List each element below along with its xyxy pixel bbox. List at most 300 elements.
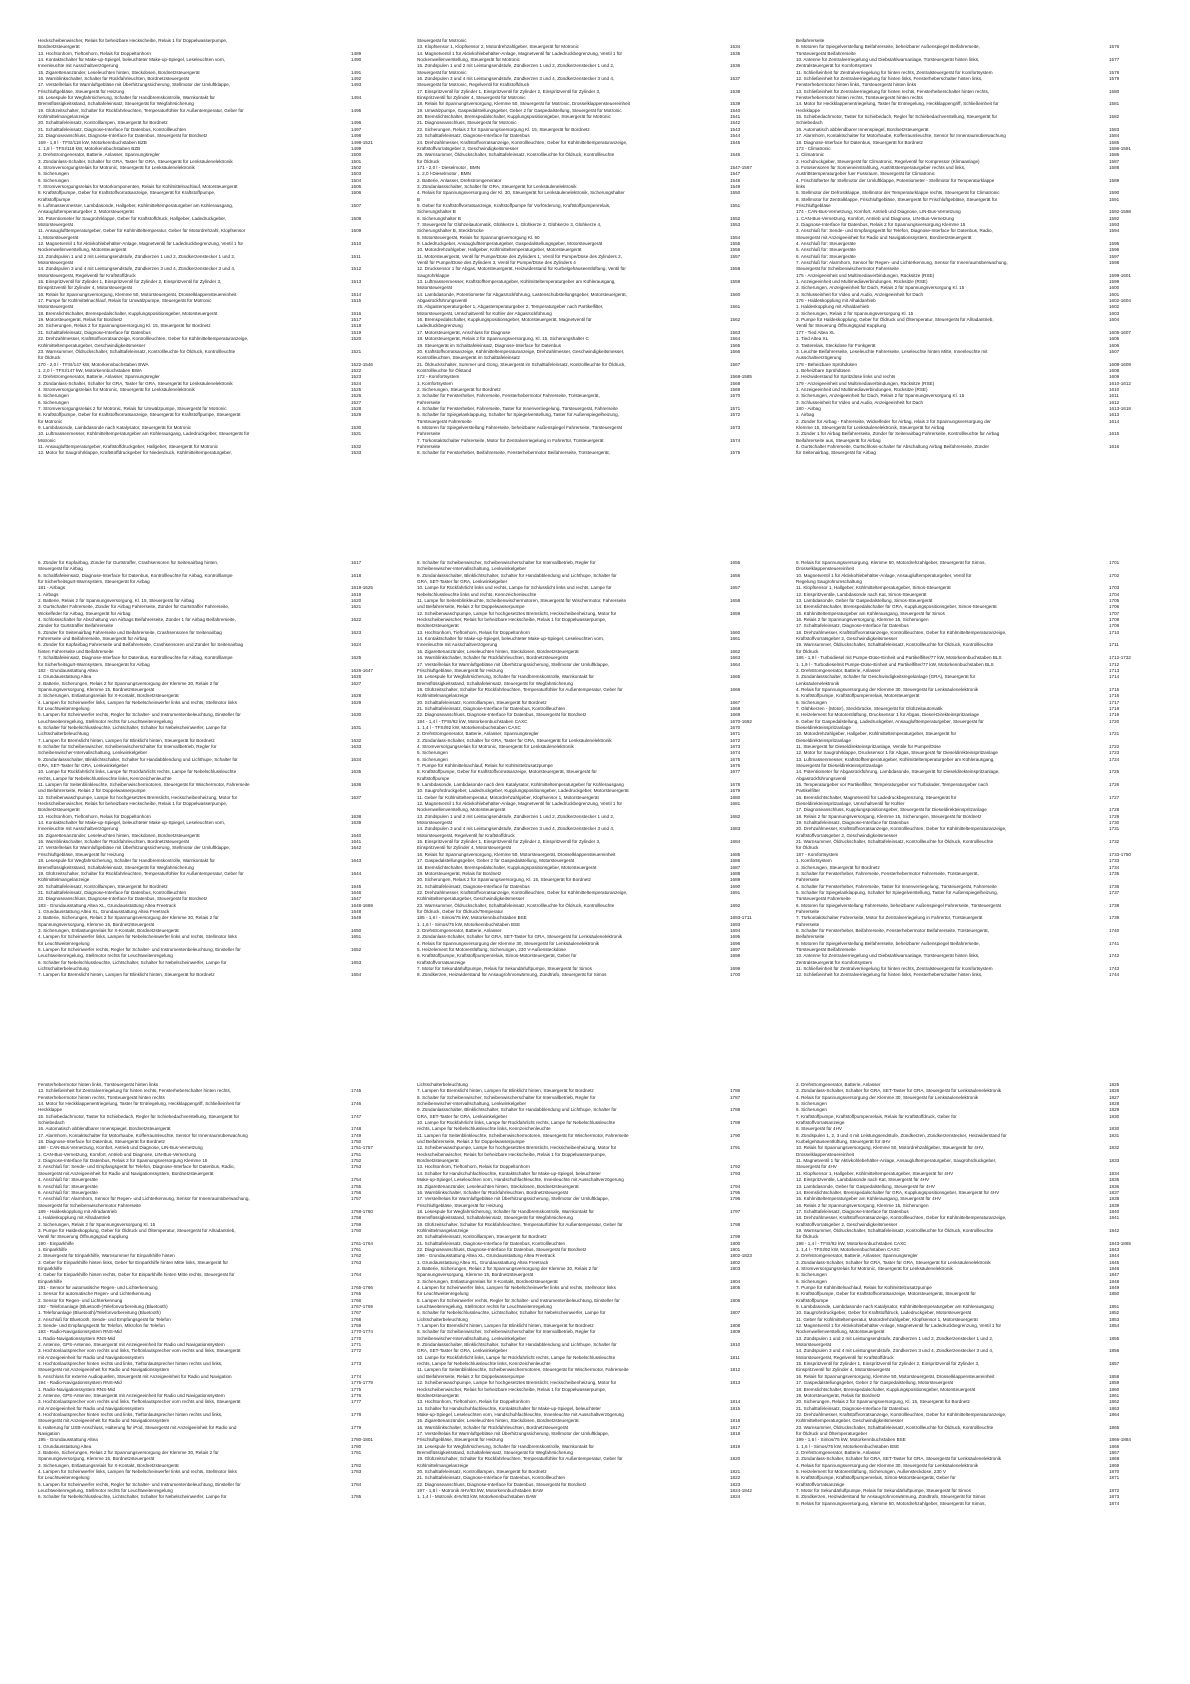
entry-text: Frischluftgebläse, Steuergerät für Heizung <box>38 88 125 94</box>
entry-page-number: 1763 <box>351 1259 362 1265</box>
entry-page-number: 1815 <box>730 1405 741 1411</box>
entry-text: 1. 1,4 l - Motronik 4HV/83 kW, Motorkennbuchstaben BAW <box>417 1494 537 1500</box>
entry-page-number: 1791 <box>730 1145 741 1151</box>
entry-text: Einspritzventil für Zylinder 4, Motorsteuergerät <box>796 1367 890 1373</box>
entry-text: 16. Relais für Spannungsversorgung, Klemme 50, Motorsteuergerät, Drosselklappensteuereinheit <box>417 851 616 857</box>
entry-text: 18. Bremslichtschalter, Bremspedalschalter, Kupplungspositionsgeber, Motorsteuergerät <box>796 1386 976 1392</box>
entry-page-number: 1848 <box>1109 1278 1120 1284</box>
entry-page-number: 1754 <box>351 1177 362 1183</box>
entry-text: 9. Lambdasonde, Lambdasonde nach dem Katalysator, Kühlmitteltemperaturgeber für Kühlerausgang <box>417 782 624 788</box>
entry-text: 7. Stromversorgungsrelais 2 für Motronic, Relais für Umwälzpumpe, Steuergerät für Motronic <box>38 405 227 411</box>
entry-text: Kühlmittelmangelanzeige <box>417 1462 469 1468</box>
entry-text: 3. Schlusseinheit für Video und Audio, Anzeigeeinheit für Dach <box>796 291 924 297</box>
entry-page-number: 1545 <box>730 139 741 145</box>
entry-page-number: 1511 <box>351 253 361 259</box>
entry-text: 5. Lampen für Scheinwerfer rechts, Regler für Schalter- und Instrumentenbeleuchtung, Einsteller für <box>38 712 241 718</box>
entry-page-number: 1659 <box>730 610 741 616</box>
entry-text: 6. Sicherungen <box>38 399 69 405</box>
entry-page-number: 1873 <box>1109 1494 1120 1500</box>
entry-page-number: 1858 <box>1109 1373 1120 1379</box>
entry-page-number: 1761-1764 <box>351 1240 373 1246</box>
entry-page-number: 1865 <box>1109 1424 1120 1430</box>
entry-text: 15. Einspritzventil für Zylinder 1, Einspritzventil für Zylinder 2, Einspritzventil für Zylinder 3, <box>38 279 222 285</box>
entry-page-number: 1820 <box>730 1456 741 1462</box>
entry-page-number: 1610-1612 <box>1109 380 1131 386</box>
entry-text: 19. Schalttafeleinsatz, Diagnose-Interface für Datenbus <box>796 820 909 826</box>
entry-text: 6. Schalter für Nebelschlussleuchte, Lichtschalter, Schalter für Nebelscheinwerfer, Lampe für <box>38 959 227 965</box>
entry-page-number: 1498-1521 <box>351 139 373 145</box>
entry-text: 3. Zündanlass-Schalter, Schalter für GRA, Taster für GRA, Steuergerät für Lenksäulenelektronik <box>417 737 612 743</box>
entry-page-number: 1586 <box>1109 152 1120 158</box>
entry-text: Kraftstoffpumpe <box>417 775 450 781</box>
entry-page-number: 1836 <box>1109 1183 1120 1189</box>
entry-text: Fahrerseite <box>417 399 441 405</box>
entry-page-number: 1693 <box>730 921 741 927</box>
entry-page-number: 1709 <box>1109 623 1120 629</box>
entry-text: Ladedruckbegrenzung <box>417 323 463 329</box>
entry-text: Ventil für Steuerung Öffnungsgrad Kupplung <box>796 323 887 329</box>
entry-text: 15. Einspritzventil für Zylinder 1, Einspritzventil für Zylinder 2, Einspritzventil für Zylinder 3, <box>796 1361 980 1367</box>
entry-page-number: 1803 <box>730 1265 741 1271</box>
entry-text: 3. Sicherungen, Entlastungsrelais für X-Kontakt, Bordnetzsteuergerät <box>38 1462 179 1468</box>
entry-page-number: 1714 <box>1109 674 1120 680</box>
entry-text: Drosselklappensteuereinheit <box>796 566 854 572</box>
entry-text: 8. Zündkerzen, Heizwiderstand für Ansaugrohrvorwärmung, Zündtrafo, Steuergerät für Simos <box>417 972 607 978</box>
entry-text: Motorsteuergerät, Regelventil für Kraftstoffdruck <box>417 832 515 838</box>
entry-text: 196 - Grundausstattung Altea XL, Grundausstattung Altea Freetrack <box>417 1253 555 1259</box>
entry-text: 15. Zigarettenanzünder, Leseleuchten hinten, Steckdosen, Bordnetzsteuergerät <box>417 1183 579 1189</box>
entry-page-number: 1649 <box>351 915 362 921</box>
entry-text: Türsteuergerät Fahrerseite <box>796 896 851 902</box>
entry-page-number: 1558 <box>730 266 741 272</box>
entry-text: Ansaugluftemperaturgeber 2, Motorsteuergerät <box>38 209 134 215</box>
entry-page-number: 1514 <box>351 291 362 297</box>
entry-page-number: 1822 <box>730 1475 741 1481</box>
entry-page-number: 1550 <box>730 190 741 196</box>
entry-text: Einparkhilfe <box>38 1265 63 1271</box>
entry-text: 5. Sicherungen <box>796 1101 827 1107</box>
entry-page-number: 1774 <box>351 1373 362 1379</box>
entry-text: 21. Schalttafeleinsatz, Diagnose-Interface für Datenbus, Kontrollleuchten <box>417 1240 566 1246</box>
entry-text: Kühlmittelmangelanzeige <box>417 693 469 699</box>
entry-page-number: 1737 <box>1109 889 1120 895</box>
entry-text: 2. Batterie, Sicherungen, Relais 2 für Spannungsversorgung der Klemme 30, Relais 2 für <box>38 680 219 686</box>
entry-text: 11. Geber für Kühlmitteltemperatur, Motordrehzahlgeber, Klopfsensor 1, Motorsteuergerät <box>796 1316 978 1322</box>
entry-page-number: 1802-1823 <box>730 1253 752 1259</box>
entry-page-number: 1548 <box>730 177 741 183</box>
entry-text: 10. Saugrohrdruckgeber, Ladedruckgeber, Kupplungspositionsgeber, Ladedruckgeber, Motorsteuergerät <box>417 788 629 794</box>
entry-page-number: 1602-1604 <box>1109 298 1131 304</box>
entry-text: Make-up-Spiegel, Leseleuchten vorn, Handschuhfachleuchte, Innenleuchte mit Ausschaltverzögerung <box>417 1411 624 1417</box>
entry-text: 5. Lampen für Scheinwerfer rechts, Regler für Schalter- und Instrumentenbeleuchtung, Einsteller für <box>417 1297 620 1303</box>
entry-text: 195 - Grundausstattung Altea <box>38 1437 98 1443</box>
entry-page-number: 1780 <box>351 1443 362 1449</box>
entry-text: 23. Warnsummer, Öldruckschalter, Schalttafeleinsatz, Kontrollleuchte für Öldruck, Kontrollleuchte <box>417 902 615 908</box>
entry-text: 12. Scheibenwaschpumpe, Lampe für hochgesetztes Bremslicht, Heckscheibenheizung, Motor für <box>417 1145 617 1151</box>
entry-text: 2. Hochdruckgeber, Steuergerät für Climatronic, Regelventil für Kompressor (Klimaanlage) <box>796 158 980 164</box>
index-entry <box>38 1494 393 1500</box>
entry-page-number: 1612 <box>1109 399 1120 405</box>
entry-text: Dieseldirekteinspritzanlage <box>796 737 851 743</box>
entry-page-number: 1616 <box>1109 444 1120 449</box>
entry-text: 11. Schließeinheit für Zentralverriegelung für hinten rechts, Zentralsteuergerät für Komfortsystem <box>796 966 993 971</box>
entry-page-number: 1872 <box>1109 1488 1120 1493</box>
entry-text: 19. Warnsummer, Öldruckschalter, Schalttafeleinsatz, Kontrollleuchte für Öldruck, Kontrollleuchte <box>796 642 994 648</box>
entry-page-number: 1777 <box>351 1399 362 1405</box>
entry-text: 10. Lampe für Rückfahrlicht links, Lampe für Rückfahrlicht rechts, Lampe für Nebelschlussleuchte <box>38 769 237 775</box>
entry-text: 15. Zigarettenanzünder, Leseleuchten hinten, Steckdosen, Bordnetzsteuergerät <box>38 69 200 75</box>
entry-text: 12. Scheibenwaschpumpe, Lampe für hochgesetztes Bremslicht, Heckscheibenheizung, Motor für <box>417 610 617 616</box>
entry-text: Leuchtweitenregelung, Stellmotor rechts für Leuchtweitenregelung <box>417 1304 552 1310</box>
entry-text: Innenleuchte mit Ausschaltverzögerung <box>417 642 498 648</box>
entry-page-number: 1804 <box>730 1278 741 1284</box>
entry-page-number: 1785 <box>351 1494 362 1500</box>
entry-text: 4. Lampen für Scheinwerfer links, Lampen für Nebelscheinwerfer links und rechts, Stellmotor links <box>38 1468 237 1474</box>
entry-text: Fahrerseite <box>796 908 820 914</box>
entry-text: 8. Kraftstoffpumpe, Geber für Kraftstoffvorratsanzeige, Steuergerät für Kraftstoffpumpe, Steuergerät <box>38 412 241 418</box>
entry-page-number: 1521 <box>351 348 362 354</box>
entry-text: 3. Sicherungen, Entlastungsrelais für X-Kontakt, Bordnetzsteuergerät <box>38 927 179 933</box>
entry-page-number: 1567 <box>730 361 741 367</box>
entry-text: 9. Motoren für Spiegelverstellung Beifahrerseite, beheizbarer Außenspiegel Beifahrerseite, <box>796 44 980 50</box>
entry-text: 15. Schiebedachmotor, Taster für Schiebedach, Regler für Schiebedachverstellung, Steuergerät für <box>796 114 998 120</box>
entry-text: 18. Bremslichtschalter, Bremspedalschalter, Kupplungspositionsgeber, Motorsteuergerät <box>417 864 597 870</box>
entry-text: 9. Ladedruckgeber, Ansauglufttemperaturgeber, Gaspedalstellungsgeber, Motorsteuergerät <box>417 241 603 246</box>
entry-text: 11. Lampen für Seitenblinkleuchte, Scheibenwischermotoren, Steuergerät für Wischermotor, Fahrerseite <box>417 1367 629 1373</box>
entry-page-number: 1834 <box>1109 1170 1120 1176</box>
entry-page-number: 1744 <box>1109 972 1120 978</box>
entry-text: GRA, SET-Taster für GRA, Lenkwinkelgeber <box>417 1348 508 1354</box>
entry-text: 1. Komfortsystem <box>796 858 832 864</box>
entry-page-number: 1741 <box>1109 940 1120 946</box>
entry-text: 2. Drehstromgenerator, Batterie, Anlasser, Spannungsregler <box>417 731 539 737</box>
entry-text: Kraftstoffvorratsgeber 2, Geschwindigkeitsmesser <box>796 636 898 642</box>
entry-page-number: 1850 <box>1109 1291 1120 1297</box>
entry-page-number: 1821 <box>730 1468 741 1474</box>
entry-page-number: 1823 <box>730 1481 741 1487</box>
entry-text: 21. Schalttafeleinsatz, Diagnose-Interface für Datenbus, Kontrollleuchten <box>417 705 566 711</box>
entry-page-number: 1591 <box>1109 196 1120 202</box>
entry-page-number: 1653 <box>351 959 362 965</box>
entry-page-number: 1733-1750 <box>1109 851 1131 857</box>
entry-page-number: 1814 <box>730 1399 741 1405</box>
entry-text: 10. Lampe für Rückfahrlicht links und rechts, Lampe für Schlusslicht links und rechts, Lampe für <box>417 585 612 591</box>
entry-page-number: 1863 <box>1109 1405 1120 1411</box>
entry-page-number: 1553 <box>730 221 741 227</box>
entry-text: Steuergerät für Scheibenwischermotor Fahrerseite <box>796 266 899 272</box>
entry-text: 22. Diagnoseanschluss, Diagnose-Interface für Datenbus, Steuergerät für Bordnetz <box>38 133 208 139</box>
entry-text: Motorsteuergerät <box>38 221 73 227</box>
entry-page-number: 1812 <box>730 1367 741 1373</box>
entry-page-number: 1761 <box>351 1246 362 1252</box>
entry-page-number: 1842 <box>1109 1227 1120 1233</box>
entry-text: Dieseldirekteinspritzanlage <box>796 724 851 730</box>
entry-text: 18. Lesespule für Wegfahrsicherung, Schalter für Handbremskontrolle, Warnkontakt für <box>417 1208 594 1214</box>
entry-text: Kühlmitteltemperaturgeber, Geschwindigkeitsmesser <box>796 1418 904 1424</box>
entry-page-number: 1667 <box>730 699 741 705</box>
entry-page-number: 1569 <box>730 386 741 392</box>
entry-page-number: 1559 <box>730 279 741 285</box>
entry-page-number: 1505 <box>351 183 362 189</box>
entry-text: Make-up-Spiegel, Leseleuchten vorn, Handschuhfachleuchte, Innenleuchte mit Ausschaltverzögerung <box>417 1177 624 1183</box>
entry-text: Austrittstemperaturgeber fuer Fussraum, Steuergerät für Climatronic <box>796 171 935 177</box>
entry-text: 2. Tasterelais, Steckdose für Fonkgerät <box>796 342 876 348</box>
entry-page-number: 1727 <box>1109 794 1120 800</box>
entry-page-number: 1768 <box>351 1316 362 1322</box>
entry-text: 177 - Tied Altea XL <box>796 329 835 335</box>
entry-text: 186 - 1,9 l - Turbodiesel mit Pumpe-Düse-Einheit und Partikelfilter/77 kW, Motorkennbuchstaben BLS <box>796 655 1002 661</box>
entry-page-number: 1498 <box>351 133 362 139</box>
entry-text: 16. Relais 2 für Spannungsversorgung, Klemme 15, Sicherungen <box>796 617 929 623</box>
entry-text: 193 - Radio-Navigationssystem RNS-Mid <box>38 1329 122 1335</box>
entry-page-number: 1532 <box>351 444 362 449</box>
index-column <box>38 1082 393 1501</box>
entry-page-number: 1788 <box>730 1107 741 1113</box>
entry-page-number: 1551 <box>730 202 741 208</box>
entry-text: 20. Bremslichtschalter, Bremspedalschalter, Kupplungspositionsgeber, Steuergerät für Motronic <box>417 114 611 120</box>
entry-text: Bordnetzsteuergerät <box>38 807 80 813</box>
entry-text: 6. Motoren für Spiegelverstellung Fahrerseite, beheizbarer Außenspiegel Fahrerseite, Türsteuergerät <box>796 902 1001 908</box>
entry-text: Saugrohrklappe <box>417 272 450 278</box>
entry-text: 19. Glühzeitschalter, Schalter für Rückfahrleuchten, Temperaturfühler für Außentemperatur, Geber für <box>417 686 623 692</box>
entry-text: Lichtschalterbeleuchtung <box>38 731 89 737</box>
entry-text: 1. 1,4 l - TFSI/92 kW, Motorkennbuchstaben CAXC <box>796 1246 900 1252</box>
entry-page-number: 1813 <box>730 1380 741 1386</box>
entry-text: 20. Sicherungen, Relais 2 für Spannungsversorgung, Kl. 15, Steuergerät für Bordnetz <box>796 1399 970 1405</box>
entry-page-number: 1758-1760 <box>351 1208 373 1214</box>
entry-page-number: 1745 <box>351 1088 362 1094</box>
entry-page-number: 1778 <box>351 1411 362 1417</box>
entry-page-number: 1560 <box>730 291 741 297</box>
entry-text: 2. Sicherungen, Steuergerät für Bordnetz <box>417 386 501 392</box>
entry-page-number: 1789 <box>730 1120 741 1126</box>
entry-text: 4. Relais für Spannungsversorgung der Kl. 30, Steuergerät für Lenksäulenelektronik, Sicherungshalter <box>417 190 625 196</box>
entry-page-number: 1731 <box>1109 826 1120 832</box>
entry-text: 17. Verstellrelais für Warmluftgebläse mit Überhitzungssicherung, Stellmotor der Umluftklappe, <box>417 1430 610 1436</box>
entry-page-number: 1639 <box>351 820 362 826</box>
entry-text: 192 - Telefonanlage (Bluetooth-)Telefonvorbereitung (Bluetooth) <box>38 1304 168 1310</box>
entry-text: Spannungsversorgung, Klemme 15, Bordnetzsteuergerät <box>38 921 155 927</box>
entry-text: 3. Zündanlass-Schalter, Schalter für GRA, Taster für GRA, Steuergerät für Lenksäulenelektronik <box>38 158 233 164</box>
entry-text: 3. Zündanlass-Schalter, Schalter für GRA, SET-Taster für GRA, Steuergerät für Lenksäulenelektronik <box>417 934 623 940</box>
entry-text: 3. Sicherungen, Entlastungsrelais für X-Kontakt, Bordnetzsteuergerät <box>38 693 179 699</box>
entry-text: für Öldruck, Geber für Öldruck/Temperatur <box>417 908 504 914</box>
entry-text: 9. Zündanlassschalter, Blinklichtschalter, Schalter für Handabblendung und Lichthupe, Schalter für <box>38 756 238 762</box>
entry-page-number: 1784 <box>351 1481 362 1487</box>
entry-page-number: 1583 <box>1109 126 1120 132</box>
entry-text: 15. Einspritzventil für Zylinder 1, Einspritzventil für Zylinder 2, Einspritzventil für Zylinder 3, <box>417 839 601 845</box>
entry-text: 13. Luftmassenmesser, Kraftstofftemperaturgeber, Kühlmitteltemperaturgeber am Kühlerausgang, <box>417 279 616 285</box>
entry-text: 9. Lambdasonde, Lambdasonde nach Katalysator, Kühlmitteltemperaturgeber am Kühlerausgang <box>796 1304 994 1310</box>
entry-page-number: 1819 <box>730 1443 741 1449</box>
entry-text: 13. Zündspulen 1 und 2 mit Leistungsendstufe, Zündkerzen 1 und 2, Zündkerzenstecker 1 und 2, <box>38 253 236 259</box>
entry-text: Heckklappe <box>796 107 821 113</box>
entry-text: Steuergerät für 4HV <box>796 1164 837 1170</box>
entry-page-number: 1561 <box>730 304 741 310</box>
entry-page-number: 1854 <box>1109 1323 1120 1329</box>
entry-text: 8. Schalter für Scheibenwischer, Scheibenwischerschalter für Intervallbetrieb, Regler für <box>417 1094 596 1100</box>
entry-page-number: 1614 <box>1109 418 1120 424</box>
entry-page-number: 1793 <box>730 1170 741 1176</box>
entry-text: 23. Warnsummer, Öldruckschalter, Schalttafeleinsatz, Kontrollleuchte für Öldruck, Kontrollleuchte <box>38 348 236 354</box>
entry-text: für Seitenairbag, Steuergerät für Airbag <box>796 450 876 456</box>
entry-text: 13. Hochtonhorn, Tieftonhorn, Relais für Doppeltonhorn <box>38 50 151 56</box>
entry-text: für Motronic <box>38 418 63 424</box>
entry-text: 18. Diagnose-Interface für Datenbus, Steuergerät für Bordnetz <box>38 1139 165 1145</box>
entry-text: 8. Steuergerät für 4HV <box>796 1126 842 1132</box>
entry-text: 16. Bremslichtschalter, Magnetventil für Ladedruckbegrenzung, Steuergerät für <box>796 794 957 800</box>
entry-text: 23. Warnsummer, Öldruckschalter, Schalttafeleinsatz, Kontrollleuchte für Öldruck, Kontrollleuchte <box>796 1424 994 1430</box>
entry-text: 17. Verstellrelais für Warmluftgebläse mit Überhitzungssicherung, Stellmotor der Umluftklappe, <box>38 82 231 88</box>
entry-text: Türsteuergerät Fahrerseite <box>417 418 472 424</box>
entry-page-number: 1851 <box>1109 1304 1120 1310</box>
entry-text: 1. CAN-Bus-Vernetzung, Komfort, Antrieb und Diagnose, LIN-Bus-Vernetzung <box>796 215 955 221</box>
entry-text: 6. Sicherungen <box>796 699 827 705</box>
entry-text: 13. Lambdasonde, Geber für Gaspedalstellung, Simos-Steuergerät <box>796 598 933 604</box>
entry-page-number: 1800 <box>730 1240 741 1246</box>
entry-text: 5. Heizelement für Motorentlüftung, Sicherungen, Außensteckdose, 230 V <box>796 1468 946 1474</box>
entry-text: 15. Zigarettenanzünder, Leseleuchten hinten, Steckdosen, Bordnetzsteuergerät <box>38 832 200 838</box>
entry-text: für Leuchtweitenregelung <box>38 705 90 711</box>
entry-text: 14. Lambdasonde, Potentiometer für Abgasrückführung, Lastenschubstellungsgeber, Motorsteuergerät, <box>417 291 627 297</box>
entry-text: 12. Schließeinheit für Zentralverriegelung für hinten links, Fensterheberschalter hinten links, <box>796 972 983 978</box>
entry-page-number: 1743 <box>1109 966 1120 971</box>
entry-text: 21. Schalttafeleinsatz, Diagnose-Interface für Datenbus <box>417 883 530 889</box>
entry-text: Kurbelgehäuseentlüftung, Steuergerät für 4HV <box>796 1139 891 1145</box>
entry-page-number: 1588 <box>1109 164 1120 170</box>
entry-text: 3. Anschluß für: Sende- und Empfangsgerät für Telefon, Diagnose-Interface für Datenbus, Radio, <box>38 1164 235 1170</box>
entry-text: Einspritzventil für Zylinder 4, Motorsteuergerät <box>38 285 132 291</box>
entry-text: Scheibenwischer-Intervallschaltung, Lenkwinkelgeber <box>417 566 527 572</box>
index-band <box>0 1082 1190 1552</box>
entry-page-number: 1623 <box>351 629 362 635</box>
entry-text: Kraftstoffpumpe <box>38 196 71 202</box>
entry-page-number: 1519 <box>351 329 362 335</box>
entry-page-number: 1629 <box>351 699 362 705</box>
entry-text: Fensterhebermotor hinten links, Türsteuergerät hinten links <box>796 82 917 88</box>
entry-page-number: 1539 <box>730 101 741 107</box>
entry-page-number: 1611 <box>1109 393 1119 399</box>
entry-page-number: 1753 <box>351 1164 362 1170</box>
entry-text: 6. Schalter für Nebelschlussleuchte, Lichtschalter, Schalter für Nebelscheinwerfer, Lampe für <box>38 1494 227 1500</box>
entry-text: 181 - Airbags <box>38 585 66 591</box>
entry-page-number: 1520 <box>351 336 362 342</box>
entry-text: 8. Kraftstoffpumpe, Geber für Kraftstoffvorratsanzeige, Steuergerät für Kraftstoffpumpe, <box>38 190 216 196</box>
entry-text: 20. Drehzahlmesser, Kraftstoffvorratsanzeige, Kontrollleuchten, Geber für Kühlmitteltemperaturanzeige, <box>796 826 1007 832</box>
entry-page-number: 1585 <box>1109 139 1120 145</box>
entry-text: 7. Glühkerzen - (Motor), Steckbrücke, Steuergerät für Glühzeitautomatik <box>796 705 943 711</box>
entry-text: 8. Schalter für Scheibenwischer, Scheibenwischerschalter für Intervallbetrieb, Regler für <box>417 560 596 565</box>
index-entry <box>796 1501 1151 1507</box>
entry-text: 2. Sicherungen, Steuergerät für Bordnetz <box>796 864 880 870</box>
entry-page-number: 1837 <box>1109 1189 1120 1195</box>
entry-page-number: 1694 <box>730 927 741 933</box>
entry-text: 11. Lampen für Seitenblinkleuchte, Scheibenwischermotoren, Steuergerät für Wischermotor, Fahrerseite <box>417 1132 629 1138</box>
entry-text: 19. Warnsummer, Öldruckschalter, Schalttafeleinsatz, Kontrollleuchte für Öldruck, Kontrollleuchte <box>796 1227 994 1233</box>
entry-page-number: 1650 <box>351 927 362 933</box>
entry-text: Steuergerät für Scheibenwischermotor Fahrerseite <box>38 1202 141 1208</box>
entry-text: 13. Klopfsensor 1, Klopfsensor 2, Motordrehzahlgeber, Steuergerät für Motronic <box>417 44 579 50</box>
entry-page-number: 1593 <box>1109 221 1120 227</box>
entry-text: GRA, SET-Taster für GRA, Lenkwinkelgeber <box>38 763 129 768</box>
entry-text: 2. Batterie, Sicherungen, Relais 2 für Spannungsversorgung der Klemme 30, Relais 2 für <box>38 915 219 921</box>
entry-page-number: 1846 <box>1109 1265 1120 1271</box>
entry-text: 17. Verstellrelais für Warmluftgebläse mit Überhitzungssicherung, Stellmotor der Umluftklappe, <box>417 1196 610 1202</box>
entry-text: 20. Schalttafeleinsatz, Kontrolllampen, Steuergerät für Bordnetz <box>417 1468 547 1474</box>
entry-page-number: 1739 <box>1109 915 1120 921</box>
entry-page-number: 1824-1842 <box>730 1488 752 1493</box>
entry-page-number: 1733 <box>1109 858 1120 864</box>
entry-text: 174 - CAN-Bus-Vernetzung, Komfort, Antrieb und Diagnose, LIN-Bus-Vernetzung <box>796 209 961 215</box>
entry-text: Fahrerseite <box>796 921 820 927</box>
entry-page-number: 1509 <box>351 228 362 234</box>
entry-page-number: 1801 <box>730 1246 741 1252</box>
entry-text: 5. Anschluss für externe Audioquellen, Steuergerät mit Anzeigeeinheit für Radio und Navigation <box>38 1373 232 1379</box>
entry-page-number: 1566 <box>730 348 741 354</box>
entry-page-number: 1556 <box>730 247 741 253</box>
entry-text: GRA, SET-Taster für GRA, Lenkwinkelgeber <box>417 1113 508 1119</box>
entry-page-number: 1697 <box>730 946 741 952</box>
index-entry <box>38 972 393 978</box>
entry-text: 2. Drehstromgenerator, Batterie, Anlasser, Spannungsregler <box>796 1253 918 1259</box>
entry-text: 14. Zündspulen 3 und 4 mit Leistungsendstufe, Zündkerzen 3 und 4, Zündkerzenstecker 3 und 4, <box>38 266 236 272</box>
entry-text: 7. Türkontaktschalter Fahrerseite, Motor für Zentralverriegelung in Fahrertür, Türsteuergerät <box>417 437 604 443</box>
entry-text: 2. Drehstromgenerator, Batterie, Anlasser <box>796 667 881 673</box>
entry-page-number: 1723 <box>1109 750 1120 756</box>
entry-page-number: 1726 <box>1109 782 1120 788</box>
entry-text: 11. Motorsteuergerät, Ventil für Pumpe/Düse des Zylinders 1, Ventil für Pumpe/Düse des Zylinders 2, <box>417 253 622 259</box>
entry-text: Frischluftgebläse, Steuergerät für Heizung <box>417 1202 504 1208</box>
entry-text: Bordnetzsteuergerät <box>417 1158 459 1164</box>
entry-page-number: 1856 <box>1109 1348 1120 1354</box>
entry-page-number: 1494 <box>351 95 362 101</box>
entry-page-number: 1626-1647 <box>351 667 373 673</box>
entry-text: 12. Schließeinheit für Zentralverriegelung für hinten links, Fensterheberschalter hinten links, <box>796 76 983 82</box>
entry-text: 9. Zündanlassschalter, Blinklichtschalter, Schalter für Handabblendung und Lichthupe, Schalter für <box>417 572 617 578</box>
entry-text: 6. Kraftstoffpumpe, Kraftstoffpumpenrelais, Simos-Motorsteuergerät, Geber für <box>796 1475 956 1481</box>
entry-text: 11. Lampe für Seitenblinkleuchte, Scheibenwischermotoren, Steuergerät für Wischermotor, Fahrerseite <box>417 598 627 604</box>
entry-text: für Öldruck und Öltemperaturgeber <box>796 1430 868 1436</box>
entry-text: für Sicherheitsgurt-Warnsystem, Steuergerät für Airbag <box>38 579 150 585</box>
entry-text: 21. Schalttafeleinsatz, Diagnose-Interface für Datenbus, Kontrollleuchten <box>38 889 187 895</box>
entry-text: 5. Zünder für Seitenairbag Fahrerseite und Beifahrerseite, Crashsensoren für Seitenairbag <box>38 629 222 635</box>
entry-page-number: 1630 <box>351 712 362 718</box>
entry-text: Nockenwellenverstellung, Motorsteuergerät <box>38 247 127 253</box>
entry-page-number: 1578 <box>1109 69 1120 75</box>
entry-text: Heckscheibenwischer, Relais für beheizbare Heckscheibe, Relais 1 für Doppelwasserpumpe, <box>417 1151 607 1157</box>
entry-text: 11. Ansauglufttemperaturgeber, Geber für Kühlmitteltemperatur, Geber für Motordrehzahl, Klopfsensor <box>38 228 246 234</box>
entry-page-number: 1826 <box>1109 1088 1120 1094</box>
entry-text: 3. Zündanlass-Schalter, Schalter für GRA, SET-Taster für GRA, Steuergerät für Lenksäulenelektronik <box>796 1088 1002 1094</box>
entry-page-number: 1574 <box>730 437 741 443</box>
entry-text: 16. Warnblinkschalter, Schalter für Rückfahrleuchten, Bordnetzsteuergerät <box>38 76 189 82</box>
entry-page-number: 1634 <box>351 756 362 762</box>
entry-text: Türsteuergerät Beifahrerseite <box>796 50 856 56</box>
entry-page-number: 1781 <box>351 1449 362 1455</box>
entry-text: 10. Luftmassenmesser, Kühlmitteltemperaturgeber am Kühlerausgang, Ladedruckgeber, Steuergerät für <box>38 431 250 437</box>
entry-text: Drosselklappensteuereinheit <box>796 1151 854 1157</box>
entry-text: 7. Pumpe für Kühlmittelnachlauf, Relais für Kühlmittelzusatzpumpe <box>796 1285 932 1290</box>
entry-text: 18. Relais 2 für Spannungsversorgung, Klemme 15, Sicherungen, Steuergerät für Bordnetz <box>796 813 982 819</box>
entry-page-number: 1853 <box>1109 1316 1120 1322</box>
entry-text: 197 - 1,8 l - Motronik 4HV/83 kW, Motorkennbuchstaben BAW <box>417 1488 543 1493</box>
entry-page-number: 1730 <box>1109 820 1120 826</box>
entry-page-number: 1602 <box>1109 304 1120 310</box>
entry-page-number: 1715 <box>1109 686 1120 692</box>
entry-page-number: 1691 <box>730 889 741 895</box>
entry-text: 1. 1,6 l - Simos/75 kW, Motorkennbuchstaben BSE <box>417 921 521 927</box>
entry-text: 191 - Sensor für automatische Regen- und Lichterkennung <box>38 1285 158 1290</box>
